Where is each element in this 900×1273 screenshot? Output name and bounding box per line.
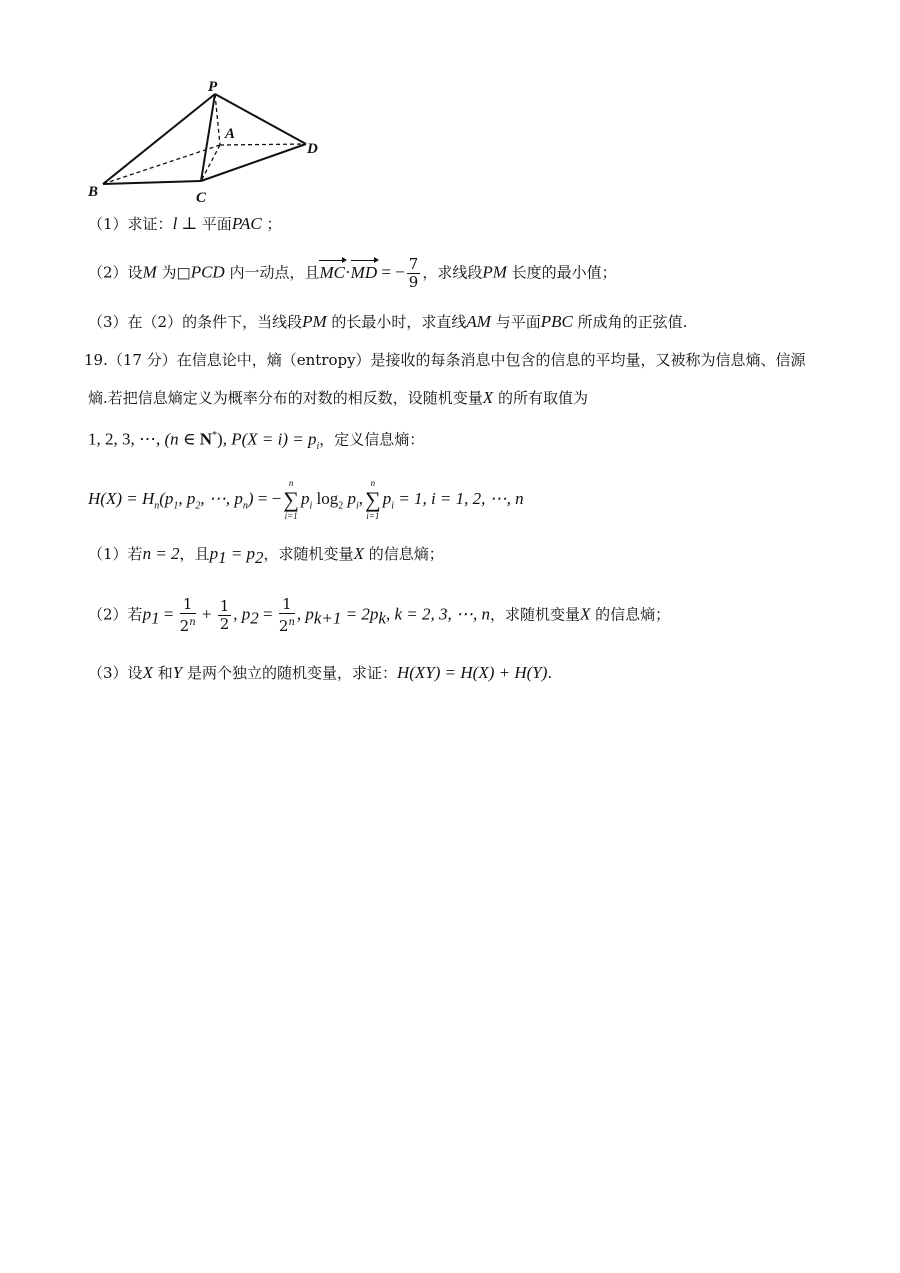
independence-formula: H(XY) = H(X) + H(Y) [396, 663, 548, 682]
fraction-1-over-2n-b: $\frac{1}{2^n}$ [278, 595, 295, 635]
edge-CD [201, 144, 306, 181]
q18-part3: （3）在（2）的条件下，当线段PM 的长最小时，求直线AM 与平面PBC 所成角的正弦值. [88, 312, 688, 331]
fraction-1-over-2: $\frac{1}{2}$ [219, 597, 230, 633]
label-B: B [88, 184, 99, 200]
q19-intro-line2: 熵.若把信息熵定义为概率分布的对数的相反数，设随机变量X 的所有取值为 [88, 388, 588, 407]
q19-intro-line1: 19.（17 分）在信息论中，熵（entropy）是接收的每条消息中包含的信息的平均量，又被称为信息熵、信源 [84, 351, 806, 369]
q19-intro-line3: 1, 2, 3, ⋯, (n ∈ N*), $P(X = i) = p_i$，定义信息熵： [88, 429, 425, 453]
edge-BC [103, 181, 201, 184]
label-A: A [225, 126, 236, 142]
edge-PA [215, 94, 220, 145]
vector-MD: MD [350, 262, 378, 282]
vector-MC: MC [319, 262, 345, 282]
label-P: P [208, 79, 218, 95]
edge-PC [201, 94, 215, 181]
q18-part2: （2）设M 为□PCD 内一动点，且MC·MD = − $\frac{7}{9}$ ，求线段PM 长度的最小值； [88, 255, 617, 291]
pyramid-figure [80, 78, 320, 208]
fraction-7-9: $\frac{7}{9}$ [408, 255, 419, 291]
q18-part1: （1）求证：l ⊥ 平面PAC ； [88, 214, 282, 233]
entropy-definition-formula: $H(X) = H_n(p_1$, $p_2$, ⋯, $p_n$) = − n ∑ i=1 $p_i$ $\log_2 p_i$, n ∑ i=1 $p_i = 1$, i = 1, 2, ⋯, n [88, 478, 524, 521]
sum-symbol: n ∑ i=1 [283, 478, 299, 521]
q19-part3: （3）设X 和Y 是两个独立的随机变量，求证：H(XY) = H(X) + H(Y). [88, 663, 553, 682]
q19-part2: （2）若$p_1$ = $\frac{1}{2^n}$ + $\frac{1}{2}$ , $p_2$ = $\frac{1}{2^n}$ , $p_{k+1} = 2p_k$, k = 2, 3, ⋯, n，求随机变量X 的信息熵； [88, 595, 671, 635]
edge-PB [103, 94, 215, 184]
sum-symbol-2: n ∑ i=1 [365, 478, 381, 521]
label-C: C [196, 190, 207, 206]
edge-AD [220, 144, 306, 145]
q19-part1: （1）若n = 2，且$p_1 = p_2$，求随机变量X 的信息熵； [88, 544, 444, 567]
label-D: D [307, 141, 318, 157]
fraction-1-over-2n: $\frac{1}{2^n}$ [179, 595, 196, 635]
